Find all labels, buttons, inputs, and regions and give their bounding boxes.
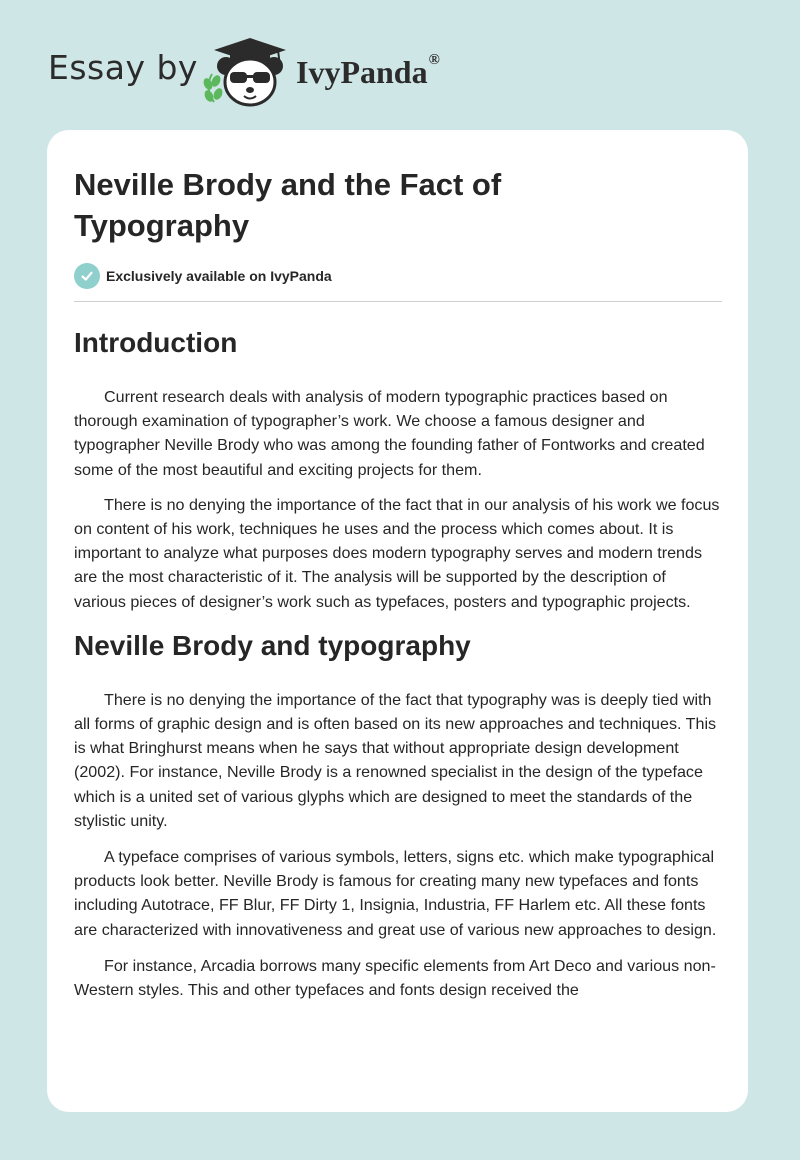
registered-mark: ® [428,52,440,68]
panda-logo-icon[interactable] [200,36,296,110]
paragraph: For instance, Arcadia borrows many specific elements from Art Deco and various non-Western styles. This and other typefaces and fonts design received the [74,956,716,1000]
paragraph: Current research deals with analysis of modern typographic practices based on thorough examination of typographer’s work. We choose a famous designer and typographer Neville Brody who was among the founding father of Fontworks and created some of the most beautiful and exciting projects for them. [74,388,705,479]
section-heading-introduction: Introduction [74,327,238,358]
essay-card [47,130,748,1112]
site-header [48,36,508,110]
paragraph: There is no denying the importance of the fact that in our analysis of his work we focus on content of his work, techniques he uses and the process which comes about. It is important to analyze what purposes does modern typography serves and modern trends are the most characteristic of it. The analysis will be supported by the description of various pieces of designer’s work such as typefaces, posters and typographic projects. [74,495,720,611]
exclusive-badge-text: Exclusively available on IvyPanda [106,267,332,284]
essay-by-label: Essay by [48,48,198,87]
exclusive-badge [74,262,722,289]
paragraph: There is no denying the importance of the fact that typography was is deeply tied with all forms of graphic design and is often based on its new approaches and techniques. This is what Bringhurst means when he says that without appropriate design development (2002). For instance, Neville Brody is a renowned specialist in the design of the typeface which is a united set of various glyphs which are designed to meet the standards of the stylistic unity. [74,690,717,830]
page-title: Neville Brody and the Fact of Typography [74,167,502,243]
brand-name-text: IvyPanda [296,54,428,90]
section-heading-neville-brody-typography: Neville Brody and typography [74,629,471,661]
divider [74,301,722,302]
brand-name[interactable] [296,54,440,91]
check-icon [74,263,100,289]
paragraph: A typeface comprises of various symbols, letters, signs etc. which make typographical products look better. Neville Brody is famous for creating many new typefaces and fonts including Autotrace, FF Blur, FF Dirty 1, Insignia, Industria, FF Harlem etc. All these fonts are characterized with innovativeness and great use of various new approaches to design. [74,848,717,939]
